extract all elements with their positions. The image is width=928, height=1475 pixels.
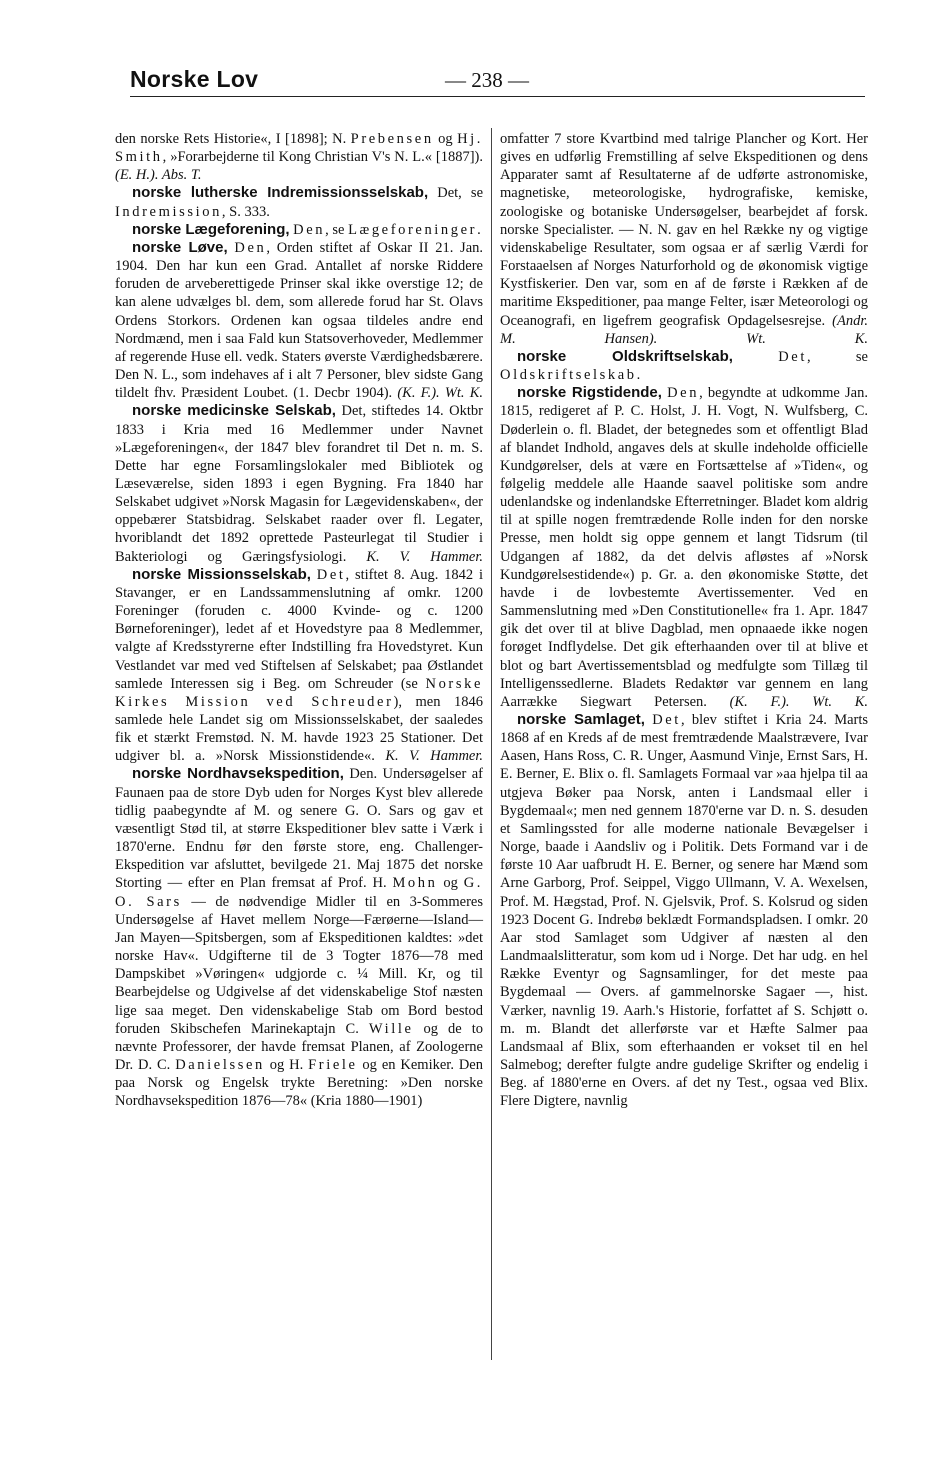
page-header: [130, 66, 865, 102]
entry-continuation: den norske Rets Historie«, I [1898]; N. Prebensen og Hj. Smith, »Forarbejderne til Kong Christian V's N. L.« [1887]). (E. H.). Abs. T.: [115, 131, 483, 184]
entry-headword: norske Samlaget,: [517, 711, 645, 728]
page-number: — 238 —: [445, 68, 529, 92]
entry-headword: norske Lægeforening,: [132, 220, 290, 238]
entry-continuation: omfatter 7 store Kvartbind med talrige Plancher og Kort. Her gives en udførlig Fremstilling af selve Ekspeditionen og dens Apparater samt af Resultaterne af de udførte astronomiske, magnetiske, meteorologiske, hydrografiske, kemiske, zoologiske og botaniske Undersøgelser, bearbejdet af forsk. norske Specialister. — N. N. gav en hel Række ny og vigtige videnskabelige Resultater, som ogsaa er af særlig Værdi for Forstaaelsen af Norges Naturforhold og de økonomisk vigtige Kystfiskerier. Den var, som en af de første i Rækken af de maritime Ekspeditioner, paa mange Felter, især Meteorologi og Oceanografi, en ligefrem geografisk Opdagelsesrejse. (Andr. M. Hansen). Wt. K.: [500, 131, 869, 347]
header-rule: [130, 96, 865, 97]
entry-loeve: norske Løve, Den, Orden stiftet af Oskar II 21. Jan. 1904. Den har kun een Grad. Antallet af norske Riddere foruden de arveberettigede Prinser skal ikke overstige 12; de kan alene udvælges bl. dem, som allerede forud har St. Olavs Ordens Storkors. Ordenen kan ogsaa tildeles andre end Nordmænd, men i saa Fald kun Statsoverhoveder, Medlemmer af regerende Huse ell. vedk. Staters øverste Værdighedsbærere. Den N. L., som indehaves af i alt 7 Personer, blev sidste Gang tildelt fhv. Præsident Loubet. (1. Decbr 1904). (K. F.). Wt. K.: [115, 238, 483, 402]
entry-signature: K. V. Hammer.: [385, 748, 484, 765]
entry-headword: norske Missionsselskab,: [132, 565, 311, 583]
entry-signature: (K. F.). Wt. K.: [397, 385, 483, 402]
left-column: [115, 130, 483, 1110]
entry-headword: norske Løve,: [132, 238, 228, 256]
entry-signature: (Andr. M. Hansen). Wt. K.: [500, 312, 869, 347]
entry-medicinske-selskab: norske medicinske Selskab, Det, stiftedes 14. Oktbr 1833 i Kria med 16 Medlemmer under Navnet »Lægeforeningen«, der 1847 blev forandret til Det n. m. S. Dette har egne Forsamlingslokaler med Bibliotek og Læseværelse, siden 1893 i egen Bygning. Fra 1840 har Selskabet udgivet »Norsk Magasin for Lægevidenskaben«, der oppebærer Statsbidrag. Selskabet raader over fl. Legater, hvoriblandt det 1892 oprettede Pasteurlegat til Studier i Bakteriologi og Gæringsfysiologi. K. V. Hammer.: [115, 402, 484, 565]
entry-oldskriftselskab: norske Oldskriftselskab, Det, se Oldskriftselskab.: [500, 347, 868, 384]
entry-missionsselskab: norske Missionsselskab, Det, stiftet 8. Aug. 1842 i Stavanger, er en Landssammenslutning af omkr. 1200 Foreninger (foruden c. 4000 Kvinde- og c. 1200 Børneforeninger), ledet af et Hovedstyre paa 8 Medlemmer, valgte af Kredsstyrerne efter Indstilling fra Hovedstyret. Kun Vestlandet var med ved Stiftelsen af Selskabet; paa Østlandet samlede Interessen sig i Beg. om Schreuder (se Norske Kirkes Mission ved Schreuder), men 1846 samlede hele Landet sig om Missionsselskabet, der saaledes fik et stærkt Fremstød. N. M. havde 1923 25 Stationer. Det udgiver bl. a. »Norsk Missionstidende«. K. V. Hammer.: [115, 565, 484, 765]
running-head: Norske Lov: [130, 66, 259, 92]
entry-signature: (E. H.). Abs. T.: [115, 167, 202, 184]
entry-rigstidende: norske Rigstidende, Den, begyndte at udkomme Jan. 1815, redigeret af P. C. Holst, J. H. Vogt, N. Wulfsberg, C. Døderlein o. fl. Bladet, der betegnedes som et offentligt Blad af blandet Indhold, angaves dels at skulle indeholde officielle Kundgørelser, dels at være en Fortsættelse af »Tiden«, og følgelig meddele alle Haande saavel politiske som andre udenlandske og indenlandske Efterretninger. Bladet kom aldrig til at spille nogen fremtrædende Rolle inden for den norske Presse, men holdt sig oppe gennem et langt Tidsrum (til Udgangen af 1882, da det delvis afløstes af »Norsk Kundgørelsestidende«) p. Gr. a. den økonomiske Støtte, det havde i de lovbestemte Avertissementer. Ved en Sammenslutning med »Den Constitutionelle« fra 1. Apr. 1847 gik det over til at blive Dagblad, men opnaaede ikke nogen forøget Indflydelse. Det gik efterhaanden over til at blive et blot og bart Avertissementsblad og medfulgte som Tillæg til Intelligenssedlerne. Bladets Redaktør var gennem en lang Aarrække Siegwart Petersen. (K. F.). Wt. K.: [500, 384, 868, 710]
entry-nordhavsekspedition: norske Nordhavsekspedition, Den. Undersøgelser af Faunaen paa de store Dyb uden for Norges Kyst blev allerede tidlig paabegyndte af M. og senere G. O. Sars og gav et væsentligt Stød til, at større Ekspeditioner blev satte i Værk i 1870'erne. Endnu før den første store, eng. Challenger-Ekspedition var afsluttet, bevilgede 21. Maj 1875 det norske Storting — efter en Plan fremsat af Prof. H. Mohn og G. O. Sars — de nødvendige Midler til en 3-Sommeres Undersøgelse af Havet mellem Norge—Færøerne—Island—Jan Mayen—Spitsbergen, som af Ekspeditionen kaldtes: »det norske Hav«. Udgifterne til de 3 Togter 1876—78 med Dampskibet »Vøringen« udgjorde c. ¼ Mill. Kr, og til Bearbejdelse og Udgivelse af det videnskabelige Stof næsten lige saa meget. Den videnskabelige Stab om Bord bestod foruden Skibschefen Marinekaptajn C. Wille og de to nævnte Professorer, der havde fremsat Planen, af Zoologerne Dr. D. C. Danielssen og H. Friele og en Kemiker. Den paa Norsk og Engelsk trykte Beretning: »Den norske Nordhavsekspedition 1876—78« (Kria 1880—1901): [115, 765, 484, 1110]
entry-indremissionsselskab: norske lutherske Indremissionsselskab, Det, se Indremission, S. 333.: [115, 184, 484, 220]
entry-headword: norske Oldskriftselskab,: [517, 347, 733, 365]
entry-signature: (K. F.). Wt. K.: [729, 693, 868, 710]
right-column: [500, 130, 868, 1110]
entry-headword: norske Nordhavsekspedition,: [132, 765, 344, 783]
entry-headword: norske lutherske Indremissionsselskab,: [132, 184, 429, 202]
entry-headword: norske Rigstidende,: [517, 384, 662, 402]
entry-headword: norske medicinske Selskab,: [132, 402, 336, 420]
entry-samlaget: norske Samlaget, Det, blev stiftet i Kria 24. Marts 1868 af en Kreds af de mest fremtrædende Maalstrævere, Ivar Aasen, Hans Ross, C. R. Unger, Aasmund Vinje, Ernst Sars, H. E. Berner, E. Blix o. fl. Samlagets Formaal var »aa hjelpa til aa utgjeva Bøker paa Norsk, anten i Landsmaal eller i Bygdemaal«; men ned gennem 1870'erne var D. n. S. desuden et Samlingssted for alle moderne nationale Bevægelser i Norge, baade i Aandsliv og i Politik. Dets Formand var i de første 10 Aar uafbrudt H. E. Berner, og senere har Mænd som Arne Garborg, Prof. Seippel, Viggo Ullmann, V. A. Wexelsen, Prof. M. Hægstad, Prof. N. Gjelsvik, Prof. S. Kolsrud og siden 1923 Docent G. Indrebø beklædt Formandspladsen. I omkr. 20 Aar stod Samlaget som Udgiver af næsten al den Landmaalslitteratur, som kom ud i Norge. Det har udg. en hel Række Eventyr og Sagnsamlinger, for det meste paa Bygdemaal — Overs. af gammelnorske Sagaer —, hist. Værker, navnlig 19. Aarh.'s Historie, forfattet af S. Schjøtt o. m. m. Blandt det allerførste var et Hæfte Salmer paa Landsmaal af Blix, som efterhaanden er vokset til en hel Salmebog; derefter fulgte andre gudelige Skrifter og endelig i Beg. af 1880'erne en Overs. af det ny Test., ogsaa ved Blix. Flere Digtere, navnlig: [500, 711, 869, 1110]
column-divider: [491, 128, 492, 1360]
entry-laegeforening: norske Lægeforening, Den, se Lægeforeninger.: [132, 220, 481, 238]
entry-signature: K. V. Hammer.: [366, 548, 484, 565]
